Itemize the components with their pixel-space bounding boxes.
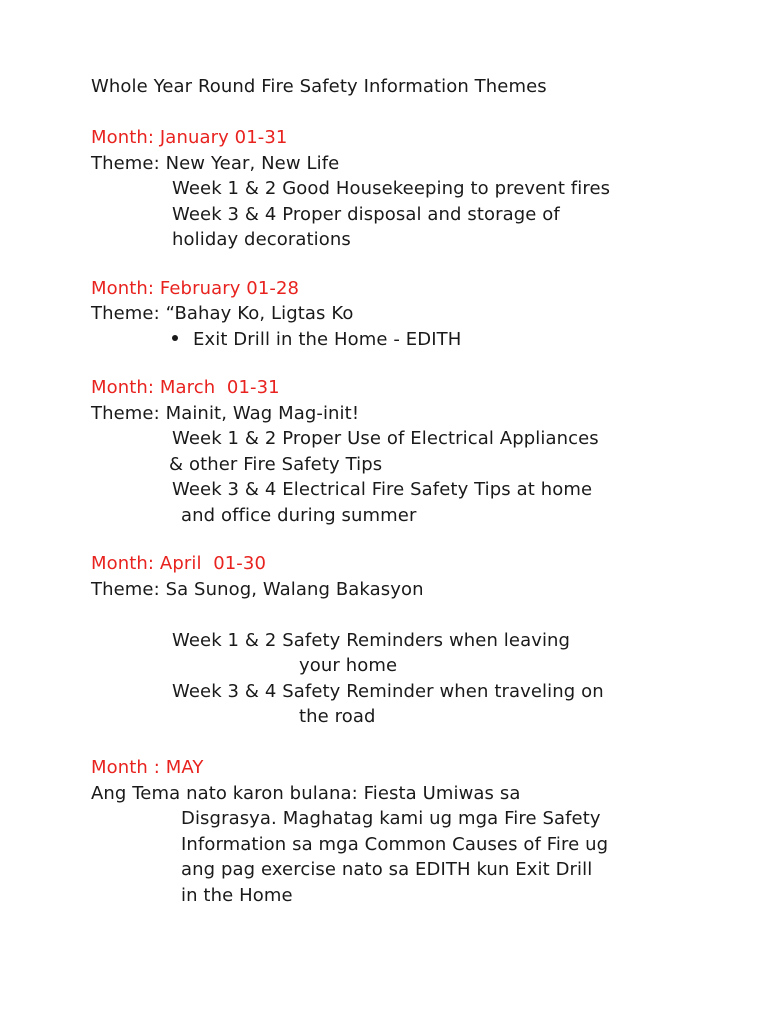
month-heading-february: Month: February 01-28 [91,278,300,299]
bullet-icon [172,335,178,341]
week-line-continued: your home [299,655,398,676]
week-line-continued: & other Fire Safety Tips [169,454,383,475]
theme-april: Theme: Sa Sunog, Walang Bakasyon [91,579,424,600]
week-line: Week 1 & 2 Safety Reminders when leaving [172,630,571,651]
theme-january: Theme: New Year, New Life [91,153,340,174]
month-heading-april: Month: April 01-30 [91,553,266,574]
theme-march: Theme: Mainit, Wag Mag-init! [91,403,360,424]
month-heading-march: Month: March 01-31 [91,377,280,398]
month-heading-january: Month: January 01-31 [91,127,288,148]
theme-february: Theme: “Bahay Ko, Ligtas Ko [91,303,354,324]
month-heading-may: Month : MAY [91,757,204,778]
bullet-item [172,327,461,352]
week-line: Week 3 & 4 Proper disposal and storage of [172,204,560,225]
paragraph-line: Information sa mga Common Causes of Fire ug [181,834,609,855]
week-line: Week 3 & 4 Safety Reminder when traveling on [172,681,604,702]
paragraph-line: ang pag exercise nato sa EDITH kun Exit Drill [181,859,593,880]
document-title: Whole Year Round Fire Safety Information Themes [91,76,547,97]
week-line: Week 3 & 4 Electrical Fire Safety Tips at home [172,479,593,500]
theme-may: Ang Tema nato karon bulana: Fiesta Umiwas sa [91,783,521,804]
paragraph-line: in the Home [181,885,293,906]
week-line: Week 1 & 2 Proper Use of Electrical Appliances [172,428,599,449]
week-line-continued: and office during summer [181,505,417,526]
week-line-continued: the road [299,706,376,727]
week-line-continued: holiday decorations [172,229,351,250]
bullet-item-text: Exit Drill in the Home - EDITH [193,329,462,350]
paragraph-line: Disgrasya. Maghatag kami ug mga Fire Safety [181,808,601,829]
week-line: Week 1 & 2 Good Housekeeping to prevent fires [172,178,611,199]
